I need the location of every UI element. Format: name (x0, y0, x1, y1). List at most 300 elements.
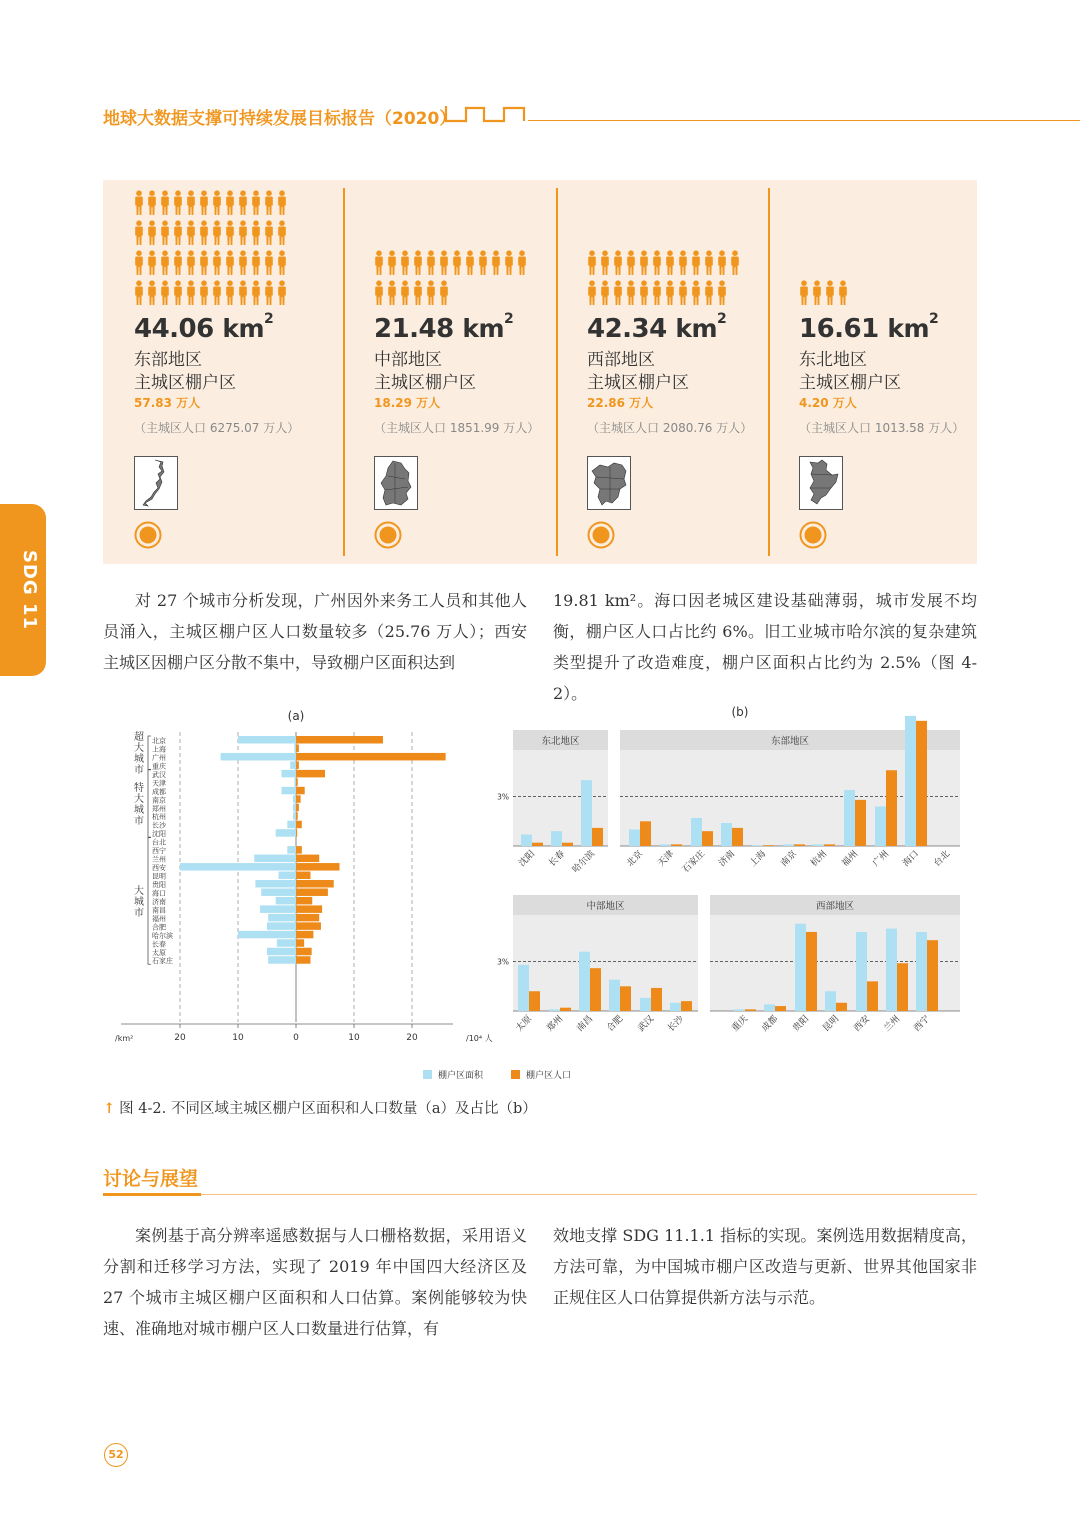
city-tick-label: 济南 (152, 897, 166, 906)
group-label-char: 市 (134, 816, 144, 828)
bar-area (282, 787, 297, 795)
person-icon (160, 190, 170, 216)
panel-divider (768, 188, 770, 556)
person-icon (251, 220, 261, 246)
city-tick-label: 太原 (152, 948, 166, 957)
person-icon (717, 280, 727, 306)
person-icon (478, 250, 488, 276)
person-icon (212, 220, 222, 246)
person-icon (587, 250, 597, 276)
city-tick-label: 福州 (152, 914, 166, 923)
person-icon (439, 250, 449, 276)
bar-population (296, 787, 305, 795)
bar-population (296, 753, 446, 761)
bar-area (287, 821, 296, 829)
city-tick-label: 西安 (852, 1014, 873, 1034)
person-icon (426, 280, 436, 306)
panel-divider (343, 188, 345, 556)
bar-area-ratio (783, 844, 794, 846)
bar-area-ratio (813, 844, 824, 846)
person-icon (652, 250, 662, 276)
person-icon (374, 280, 384, 306)
bar-area-ratio (551, 831, 562, 846)
city-tick-label: 成都 (760, 1014, 781, 1034)
bar-area (293, 812, 296, 820)
bar-area (268, 914, 296, 922)
slum-area: 44.06 $km^2$ (134, 311, 274, 344)
chart-a-title: (a) (287, 709, 305, 723)
target-badge-icon (134, 521, 162, 549)
bar-area (293, 795, 296, 803)
bar-population-ratio (916, 721, 927, 846)
city-tick-label: 兰州 (152, 855, 166, 864)
report-title: 地球大数据支撑可持续发展目标报告（2020） (103, 109, 457, 129)
person-icon (160, 280, 170, 306)
bar-area-ratio (875, 806, 886, 846)
person-icon (400, 280, 410, 306)
bar-area-ratio (752, 845, 763, 846)
person-icon (238, 220, 248, 246)
population-icons (134, 190, 334, 310)
person-icon (186, 220, 196, 246)
bar-population (296, 761, 299, 769)
city-tick-label: 沈阳 (152, 830, 166, 839)
bar-area (294, 778, 296, 786)
discussion-paragraph-left: 案例基于高分辨率遥感数据与人口栅格数据，采用语义分割和迁移学习方法，实现了 2019 年中国四大经济区及 27 个城市主城区棚户区面积和人口估算。案例能够较为快速、准确地对城市棚户区人口数量进行估算，有 (103, 1226, 527, 1338)
person-icon (264, 280, 274, 306)
bar-population-ratio (775, 1006, 786, 1011)
city-tick-label: 西宁 (912, 1014, 933, 1034)
figure-caption: ↑ 图 4-2. 不同区域主城区棚户区面积和人口数量（a）及占比（b） (103, 1100, 537, 1117)
person-icon (147, 250, 157, 276)
person-icon (160, 250, 170, 276)
slum-area: 42.34 $km^2$ (587, 311, 727, 344)
legend-label-population: 棚户区人口 (526, 1071, 572, 1081)
bar-area (267, 948, 296, 956)
bar-population (296, 922, 321, 930)
bar-population-ratio (592, 828, 603, 846)
panel-title: 东北地区 (541, 736, 580, 747)
bar-population (296, 778, 298, 786)
bar-population (296, 897, 312, 905)
panel-title: 中部地区 (586, 901, 625, 912)
person-icon (613, 250, 623, 276)
city-tick-label: 天津 (152, 779, 166, 788)
finding-paragraph-left: 对 27 个城市分析发现，广州因外来务工人员和其他人员涌入，主城区棚户区人口数量较多（25.76 万人）；西安主城区因棚户区分散不集中，导致棚户区面积达到 (103, 591, 527, 672)
person-icon (147, 190, 157, 216)
discussion-paragraph-right: 效地支撑 SDG 11.1.1 指标的实现。案例选用数据精度高，方法可靠，为中国城市棚户区改造与更新、世界其他国家非正规住区人口估算提供新方法与示范。 (553, 1226, 977, 1307)
urban-population-note: （主城区人口 1851.99 万人） (374, 421, 540, 435)
panel-divider (556, 188, 558, 556)
group-label-char: 大 (134, 794, 144, 806)
bar-population (296, 905, 322, 913)
group-bracket (148, 736, 151, 769)
bar-area-ratio (734, 1009, 745, 1011)
region-summary-panel (103, 180, 977, 564)
bar-population (296, 956, 311, 964)
person-icon (691, 280, 701, 306)
northeast-region-map-icon (799, 456, 843, 510)
bar-area (238, 736, 296, 744)
person-icon (238, 250, 248, 276)
group-label-char: 城 (134, 805, 144, 817)
person-icon (426, 250, 436, 276)
target-badge-icon (587, 521, 615, 549)
bar-population (296, 872, 311, 880)
person-icon (186, 190, 196, 216)
region-name: 东部地区 (134, 350, 202, 370)
slum-area: 21.48 $km^2$ (374, 311, 514, 344)
east-region-map-icon (134, 456, 178, 510)
person-icon (212, 280, 222, 306)
bar-area-ratio (581, 780, 592, 846)
bar-area (277, 939, 296, 947)
person-icon (264, 220, 274, 246)
bar-area (221, 753, 296, 761)
city-tick-label: 天津 (656, 849, 677, 869)
x-tick-label: 20 (406, 1033, 418, 1043)
bar-area-ratio (521, 834, 532, 846)
slum-area: 16.61 $km^2$ (799, 311, 939, 344)
region-name: 西部地区 (587, 350, 655, 370)
region-card-northeast (799, 180, 977, 564)
bar-area (290, 761, 296, 769)
region-card-west (587, 180, 767, 564)
bar-population-ratio (681, 1001, 692, 1011)
city-tick-label: 贵阳 (152, 880, 166, 889)
person-icon (439, 280, 449, 306)
bar-population (296, 880, 334, 888)
legend-swatch-population (511, 1070, 520, 1079)
person-icon (199, 220, 209, 246)
person-icon (199, 280, 209, 306)
bar-population-ratio (836, 1003, 847, 1011)
person-icon (717, 250, 727, 276)
person-icon (704, 280, 714, 306)
person-icon (134, 220, 144, 246)
bar-population-ratio (640, 821, 651, 846)
bar-population (296, 795, 301, 803)
region-card-central (374, 180, 554, 564)
person-icon (600, 280, 610, 306)
bar-area-ratio (905, 716, 916, 846)
city-tick-label: 西安 (152, 864, 166, 873)
person-icon (173, 250, 183, 276)
bar-population-ratio (529, 991, 540, 1011)
city-tick-label: 北京 (152, 737, 166, 745)
bar-population-ratio (620, 986, 631, 1011)
city-tick-label: 广州 (871, 849, 892, 869)
bar-population (296, 804, 299, 812)
slum-population: 18.29 万人 (374, 396, 441, 410)
zone-label: 主城区棚户区 (134, 373, 236, 393)
bar-population-ratio (763, 845, 774, 846)
bar-population-ratio (651, 988, 662, 1011)
person-icon (504, 250, 514, 276)
bar-population (296, 770, 325, 778)
person-icon (264, 190, 274, 216)
slum-population: 4.20 万人 (799, 396, 857, 410)
bar-area-ratio (579, 952, 590, 1011)
bar-area (260, 905, 296, 913)
person-icon (639, 280, 649, 306)
person-icon (160, 220, 170, 246)
city-tick-label: 石家庄 (680, 849, 708, 876)
person-icon (812, 280, 822, 306)
bar-area (268, 956, 296, 964)
person-icon (838, 280, 848, 306)
bar-population-ratio (867, 981, 878, 1011)
city-tick-label: 南昌 (152, 906, 166, 915)
target-badge-icon (799, 521, 827, 549)
x-tick-label: 10 (348, 1033, 360, 1043)
city-tick-label: 长沙 (152, 821, 166, 830)
person-icon (173, 280, 183, 306)
bar-population-ratio (562, 843, 573, 846)
person-icon (587, 280, 597, 306)
population-icons (374, 250, 554, 310)
bar-area-ratio (691, 818, 702, 846)
city-tick-label: 郑州 (545, 1014, 566, 1034)
person-icon (387, 250, 397, 276)
population-icons (587, 250, 767, 310)
bar-population-ratio (732, 828, 743, 846)
bar-area (255, 880, 296, 888)
bar-area-ratio (825, 991, 836, 1011)
reference-label: 3% (497, 792, 509, 802)
x-tick-label: 20 (174, 1033, 186, 1043)
caption-arrow-icon: ↑ (103, 1100, 116, 1117)
person-icon (374, 250, 384, 276)
bar-area (287, 846, 296, 854)
person-icon (413, 280, 423, 306)
urban-population-note: （主城区人口 1013.58 万人） (799, 421, 965, 435)
city-tick-label: 昆明 (821, 1014, 842, 1034)
city-tick-label: 兰州 (882, 1014, 903, 1034)
bar-population-ratio (855, 800, 866, 846)
bar-population-ratio (927, 940, 938, 1011)
person-icon (691, 250, 701, 276)
person-icon (186, 280, 196, 306)
bar-area (282, 770, 297, 778)
bar-area-ratio (670, 1003, 681, 1011)
person-icon (199, 190, 209, 216)
bar-population (296, 863, 340, 871)
city-tick-label: 上海 (748, 849, 769, 869)
bar-population-ratio (560, 1008, 571, 1011)
person-icon (400, 250, 410, 276)
person-icon (147, 220, 157, 246)
region-name: 中部地区 (374, 350, 442, 370)
bar-population (296, 855, 319, 863)
central-region-map-icon (374, 456, 418, 510)
person-icon (212, 190, 222, 216)
west-region-map-icon (587, 456, 631, 510)
city-tick-label: 长沙 (666, 1014, 687, 1034)
urban-population-note: （主城区人口 2080.76 万人） (587, 421, 753, 435)
city-tick-label: 石家庄 (152, 957, 173, 966)
city-tick-label: 武汉 (636, 1014, 657, 1034)
city-tick-label: 杭州 (809, 849, 830, 869)
bar-area-ratio (660, 844, 671, 846)
person-icon (639, 250, 649, 276)
city-tick-label: 哈尔滨 (152, 931, 173, 940)
x-axis-label-right: /10⁴ 人 (466, 1034, 493, 1043)
region-name: 东北地区 (799, 350, 867, 370)
group-label-char: 大 (134, 885, 144, 897)
person-icon (225, 280, 235, 306)
region-card-east (134, 180, 334, 564)
person-icon (212, 250, 222, 276)
bar-area-ratio (916, 932, 927, 1011)
bar-population (296, 812, 298, 820)
city-tick-label: 合肥 (605, 1014, 626, 1034)
bar-area (276, 829, 296, 837)
person-icon (678, 250, 688, 276)
person-icon (238, 190, 248, 216)
city-tick-label: 太原 (514, 1014, 535, 1034)
bar-area (293, 804, 296, 812)
person-icon (465, 250, 475, 276)
person-icon (238, 280, 248, 306)
bar-area-ratio (629, 830, 640, 846)
bar-population (296, 914, 319, 922)
person-icon (186, 250, 196, 276)
chart-b-title: (b) (731, 705, 749, 719)
city-tick-label: 福州 (840, 849, 861, 869)
city-tick-label: 南昌 (575, 1014, 596, 1034)
person-icon (277, 250, 287, 276)
city-tick-label: 北京 (625, 849, 646, 869)
zone-label: 主城区棚户区 (587, 373, 689, 393)
city-tick-label: 台北 (152, 838, 166, 847)
group-bracket (148, 770, 151, 837)
bar-population-ratio (794, 844, 805, 846)
group-label-char: 特 (134, 783, 144, 795)
bar-area (294, 744, 296, 752)
city-tick-label: 南京 (152, 796, 166, 805)
person-icon (387, 280, 397, 306)
header-decoration-icon (444, 104, 528, 124)
chart-b (423, 705, 960, 1081)
bar-area-ratio (721, 823, 732, 846)
city-tick-label: 贵阳 (791, 1014, 812, 1034)
group-label-char: 市 (134, 765, 144, 777)
city-tick-label: 西宁 (152, 847, 166, 856)
bar-area-ratio (886, 929, 897, 1011)
bar-area-ratio (518, 965, 529, 1011)
person-icon (665, 250, 675, 276)
person-icon (825, 280, 835, 306)
person-icon (251, 280, 261, 306)
person-icon (704, 250, 714, 276)
x-axis-label-left: /km² (115, 1034, 134, 1043)
person-icon (251, 250, 261, 276)
person-icon (134, 250, 144, 276)
bar-population-ratio (745, 1009, 756, 1011)
bar-area-ratio (549, 1009, 560, 1011)
person-icon (225, 220, 235, 246)
city-tick-label: 海口 (152, 889, 166, 898)
person-icon (134, 190, 144, 216)
person-icon (199, 250, 209, 276)
city-tick-label: 沈阳 (517, 849, 538, 869)
slum-population: 57.83 万人 (134, 396, 201, 410)
target-badge-icon (374, 521, 402, 549)
person-icon (613, 280, 623, 306)
panel-title: 东部地区 (770, 736, 810, 747)
section-title: 讨论与展望 (103, 1168, 199, 1190)
section-rule-thin (201, 1194, 977, 1195)
person-icon (173, 190, 183, 216)
bar-population-ratio (824, 844, 835, 846)
city-tick-label: 哈尔滨 (570, 849, 598, 876)
city-tick-label: 海口 (901, 849, 922, 869)
city-tick-label: 合肥 (152, 923, 166, 932)
chart-a (115, 709, 493, 1043)
zone-label: 主城区棚户区 (374, 373, 476, 393)
group-label-char: 城 (134, 896, 144, 908)
bar-population (296, 744, 299, 752)
city-tick-label: 南京 (779, 849, 800, 869)
page-number: 52 (104, 1443, 128, 1467)
section-rule (103, 1193, 201, 1196)
person-icon (277, 220, 287, 246)
person-icon (225, 250, 235, 276)
person-icon (652, 280, 662, 306)
reference-label: 3% (497, 957, 509, 967)
bar-population-ratio (590, 968, 601, 1011)
bar-area (267, 922, 296, 930)
bar-population-ratio (897, 963, 908, 1011)
person-icon (277, 280, 287, 306)
x-tick-label: 0 (293, 1033, 299, 1043)
city-tick-label: 上海 (152, 745, 166, 754)
bar-area (261, 888, 296, 896)
bar-population (296, 829, 297, 837)
person-icon (799, 280, 809, 306)
bar-population-ratio (671, 844, 682, 846)
slum-population: 22.86 万人 (587, 396, 654, 410)
person-icon (277, 190, 287, 216)
group-label-char: 城 (134, 754, 144, 766)
person-icon (491, 250, 501, 276)
population-icons (799, 280, 977, 310)
figure-4-2 (103, 700, 977, 1095)
person-icon (251, 190, 261, 216)
bar-population (296, 931, 313, 939)
city-tick-label: 重庆 (152, 762, 166, 771)
bar-population-ratio (886, 770, 897, 846)
bar-population-ratio (806, 932, 817, 1011)
city-tick-label: 长春 (152, 940, 166, 949)
person-icon (452, 250, 462, 276)
person-icon (730, 250, 740, 276)
bar-area (254, 855, 296, 863)
person-icon (264, 250, 274, 276)
sdg-side-label: SDG 11 (19, 550, 40, 630)
city-tick-label: 广州 (152, 753, 166, 762)
panel-title: 西部地区 (815, 901, 855, 912)
bar-area (238, 931, 296, 939)
bar-population (296, 846, 302, 854)
city-tick-label: 长春 (547, 849, 568, 869)
x-tick-label: 10 (232, 1033, 244, 1043)
city-tick-label: 昆明 (152, 872, 166, 881)
bar-area-ratio (795, 924, 806, 1011)
finding-paragraph-right: 19.81 km²。海口因老城区建设基础薄弱，城市发展不均衡，棚户区人口占比约 6%。旧工业城市哈尔滨的复杂建筑类型提升了改造难度，棚户区面积占比约为 2.5%（图 4-2）。 (553, 591, 977, 703)
bar-population (296, 939, 304, 947)
